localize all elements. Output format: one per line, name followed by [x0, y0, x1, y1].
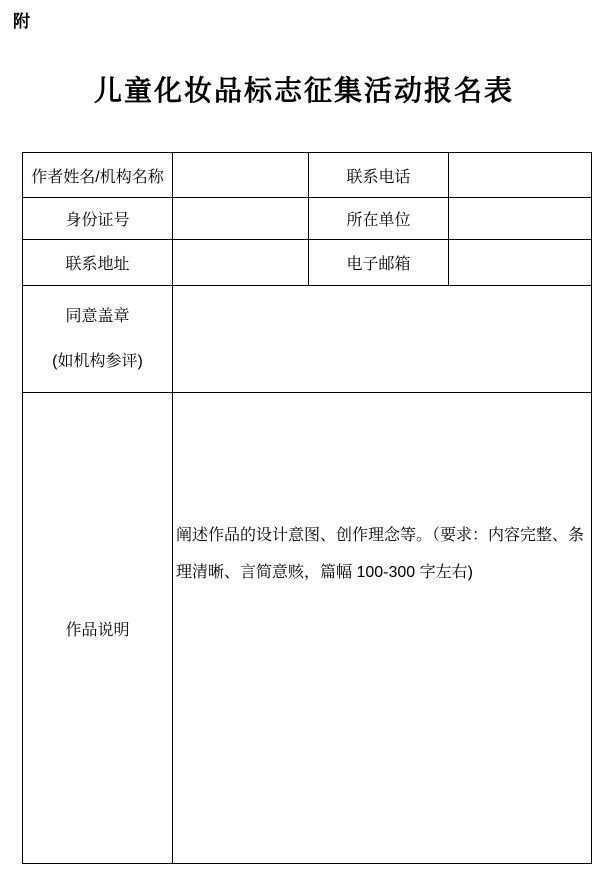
work-description-hint-line1: 阐述作品的设计意图、创作理念等。（要求：内容完整、条: [176, 527, 585, 544]
stamp-consent-label-line2: (如机构参评): [52, 353, 143, 370]
work-description-hint-line2: 理清晰、言简意赅，篇幅 100-300 字左右): [176, 564, 473, 581]
author-name-value-cell[interactable]: [173, 153, 309, 198]
attachment-marker: 附: [13, 12, 30, 31]
stamp-consent-value-cell[interactable]: [173, 286, 592, 393]
id-number-label: 身份证号: [23, 198, 173, 240]
registration-form-table: [22, 152, 592, 864]
table-row: [23, 393, 592, 864]
table-row: [23, 198, 592, 240]
contact-address-value-cell[interactable]: [173, 240, 309, 286]
table-row: [23, 240, 592, 286]
work-description-label: 作品说明: [23, 393, 173, 864]
contact-address-label: 联系地址: [23, 240, 173, 286]
id-number-value-cell[interactable]: [173, 198, 309, 240]
author-name-label: 作者姓名/机构名称: [23, 153, 173, 198]
stamp-consent-label: [23, 286, 173, 393]
table-row: [23, 286, 592, 393]
stamp-consent-label-line1: 同意盖章: [65, 308, 130, 325]
work-unit-label: 所在单位: [309, 198, 449, 240]
contact-phone-value-cell[interactable]: [449, 153, 592, 198]
table-row: [23, 153, 592, 198]
contact-phone-label: 联系电话: [309, 153, 449, 198]
page-title: 儿童化妆品标志征集活动报名表: [93, 75, 514, 106]
email-label: 电子邮箱: [309, 240, 449, 286]
work-unit-value-cell[interactable]: [449, 198, 592, 240]
work-description-value-cell[interactable]: [173, 393, 592, 864]
email-value-cell[interactable]: [449, 240, 592, 286]
